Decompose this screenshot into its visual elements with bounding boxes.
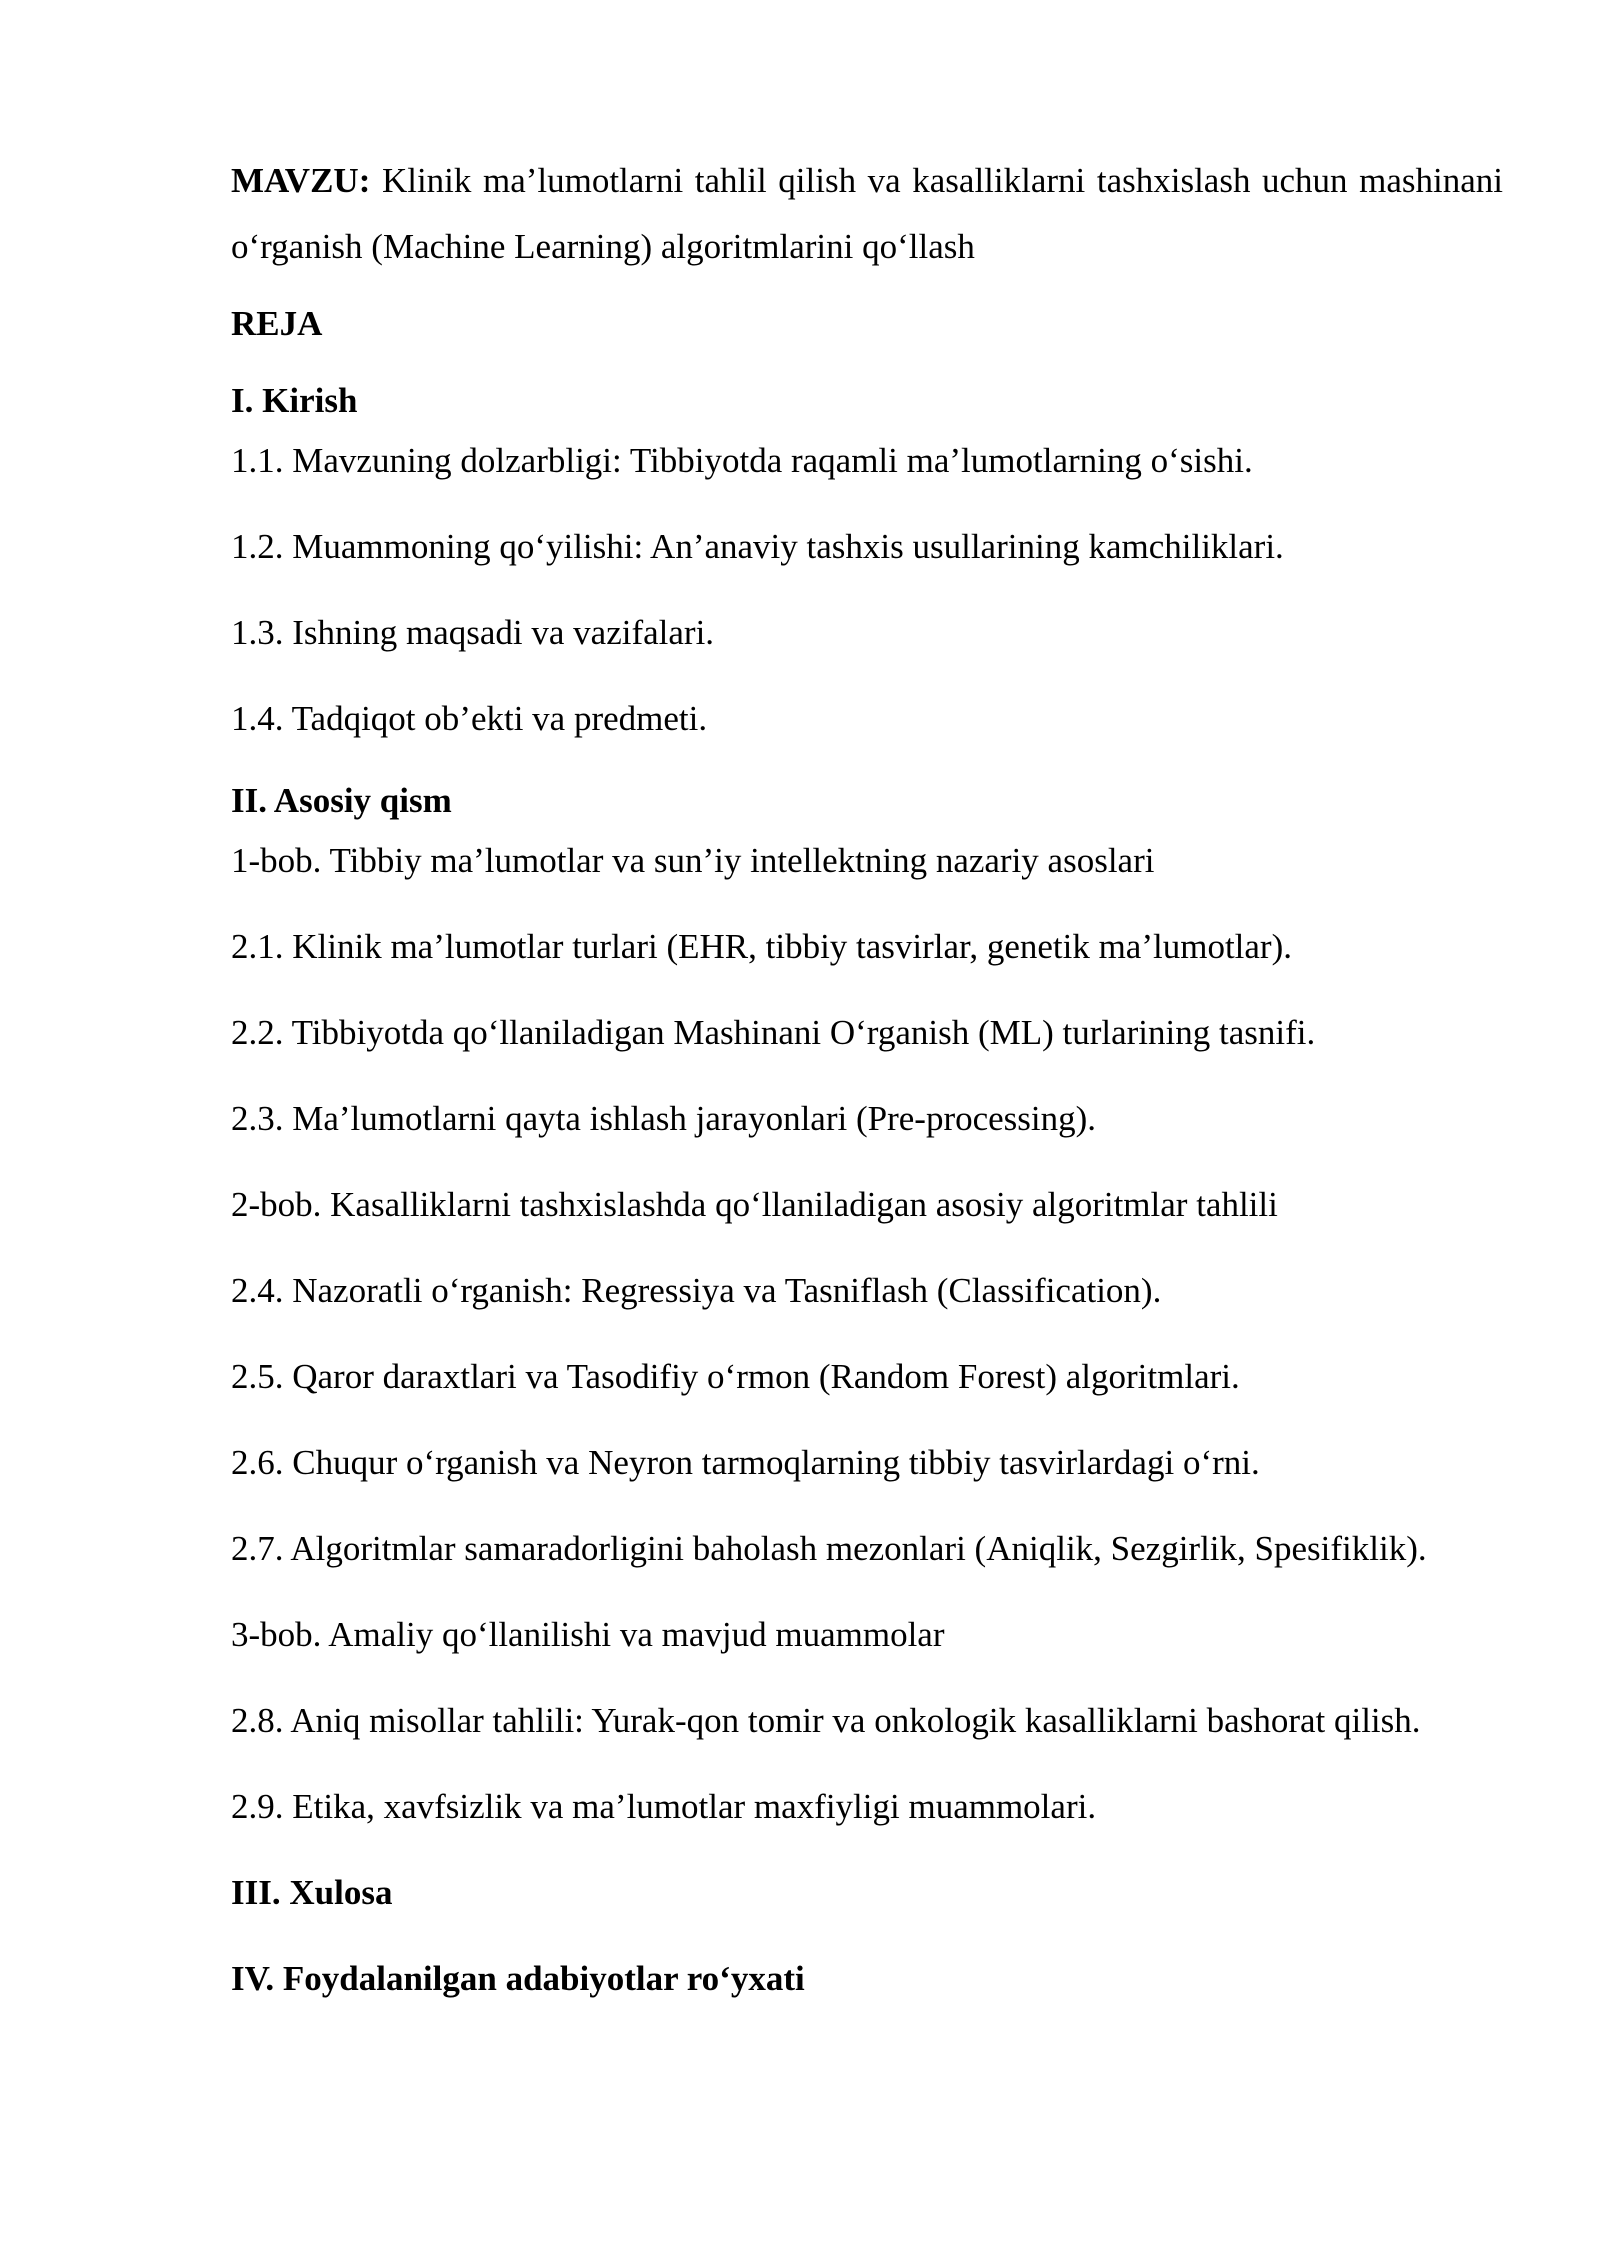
list-item: 1.2. Muammoning qo‘yilishi: An’anaviy tashxis usullarining kamchiliklari. [231, 527, 1284, 566]
reja-heading: REJA [231, 304, 323, 343]
chapter-title: 3-bob. Amaliy qo‘llanilishi va mavjud muammolar [231, 1615, 945, 1654]
section-heading-xulosa: III. Xulosa [231, 1873, 393, 1912]
list-item: 2.5. Qaror daraxtlari va Tasodifiy o‘rmon (Random Forest) algoritmlari. [231, 1357, 1240, 1396]
section-heading-kirish: I. Kirish [231, 381, 358, 420]
list-item: 2.7. Algoritmlar samaradorligini baholash mezonlari (Aniqlik, Sezgirlik, Spesifiklik). [231, 1529, 1427, 1568]
list-item: 1.1. Mavzuning dolzarbligi: Tibbiyotda raqamli ma’lumotlarning o‘sishi. [231, 441, 1253, 480]
section-heading-adabiyotlar: IV. Foydalanilgan adabiyotlar ro‘yxati [231, 1959, 805, 1998]
document-title [231, 148, 1503, 280]
document-page [231, 148, 1503, 2012]
list-item: 2.6. Chuqur o‘rganish va Neyron tarmoqlarning tibbiy tasvirlardagi o‘rni. [231, 1443, 1260, 1482]
chapter-title: 1-bob. Tibbiy ma’lumotlar va sun’iy intellektning nazariy asoslari [231, 841, 1155, 880]
chapter-title: 2-bob. Kasalliklarni tashxislashda qo‘llaniladigan asosiy algoritmlar tahlili [231, 1185, 1278, 1224]
list-item: 2.2. Tibbiyotda qo‘llaniladigan Mashinani O‘rganish (ML) turlarining tasnifi. [231, 1013, 1316, 1052]
list-item: 2.9. Etika, xavfsizlik va ma’lumotlar maxfiyligi muammolari. [231, 1787, 1097, 1826]
list-item: 1.3. Ishning maqsadi va vazifalari. [231, 613, 715, 652]
title-label: MAVZU: [231, 161, 371, 200]
list-item: 2.8. Aniq misollar tahlili: Yurak-qon tomir va onkologik kasalliklarni bashorat qilish. [231, 1701, 1421, 1740]
title-text: Klinik ma’lumotlarni tahlil qilish va kasalliklarni tashxislash uchun mashinani o‘rganish (Machine Learning) algoritmlarini qo‘llash [231, 161, 1503, 266]
list-item: 2.1. Klinik ma’lumotlar turlari (EHR, tibbiy tasvirlar, genetik ma’lumotlar). [231, 927, 1292, 966]
list-item: 1.4. Tadqiqot ob’ekti va predmeti. [231, 699, 708, 738]
list-item: 2.4. Nazoratli o‘rganish: Regressiya va Tasniflash (Classification). [231, 1271, 1162, 1310]
list-item: 2.3. Ma’lumotlarni qayta ishlash jarayonlari (Pre-processing). [231, 1099, 1097, 1138]
section-heading-asosiy: II. Asosiy qism [231, 781, 452, 820]
